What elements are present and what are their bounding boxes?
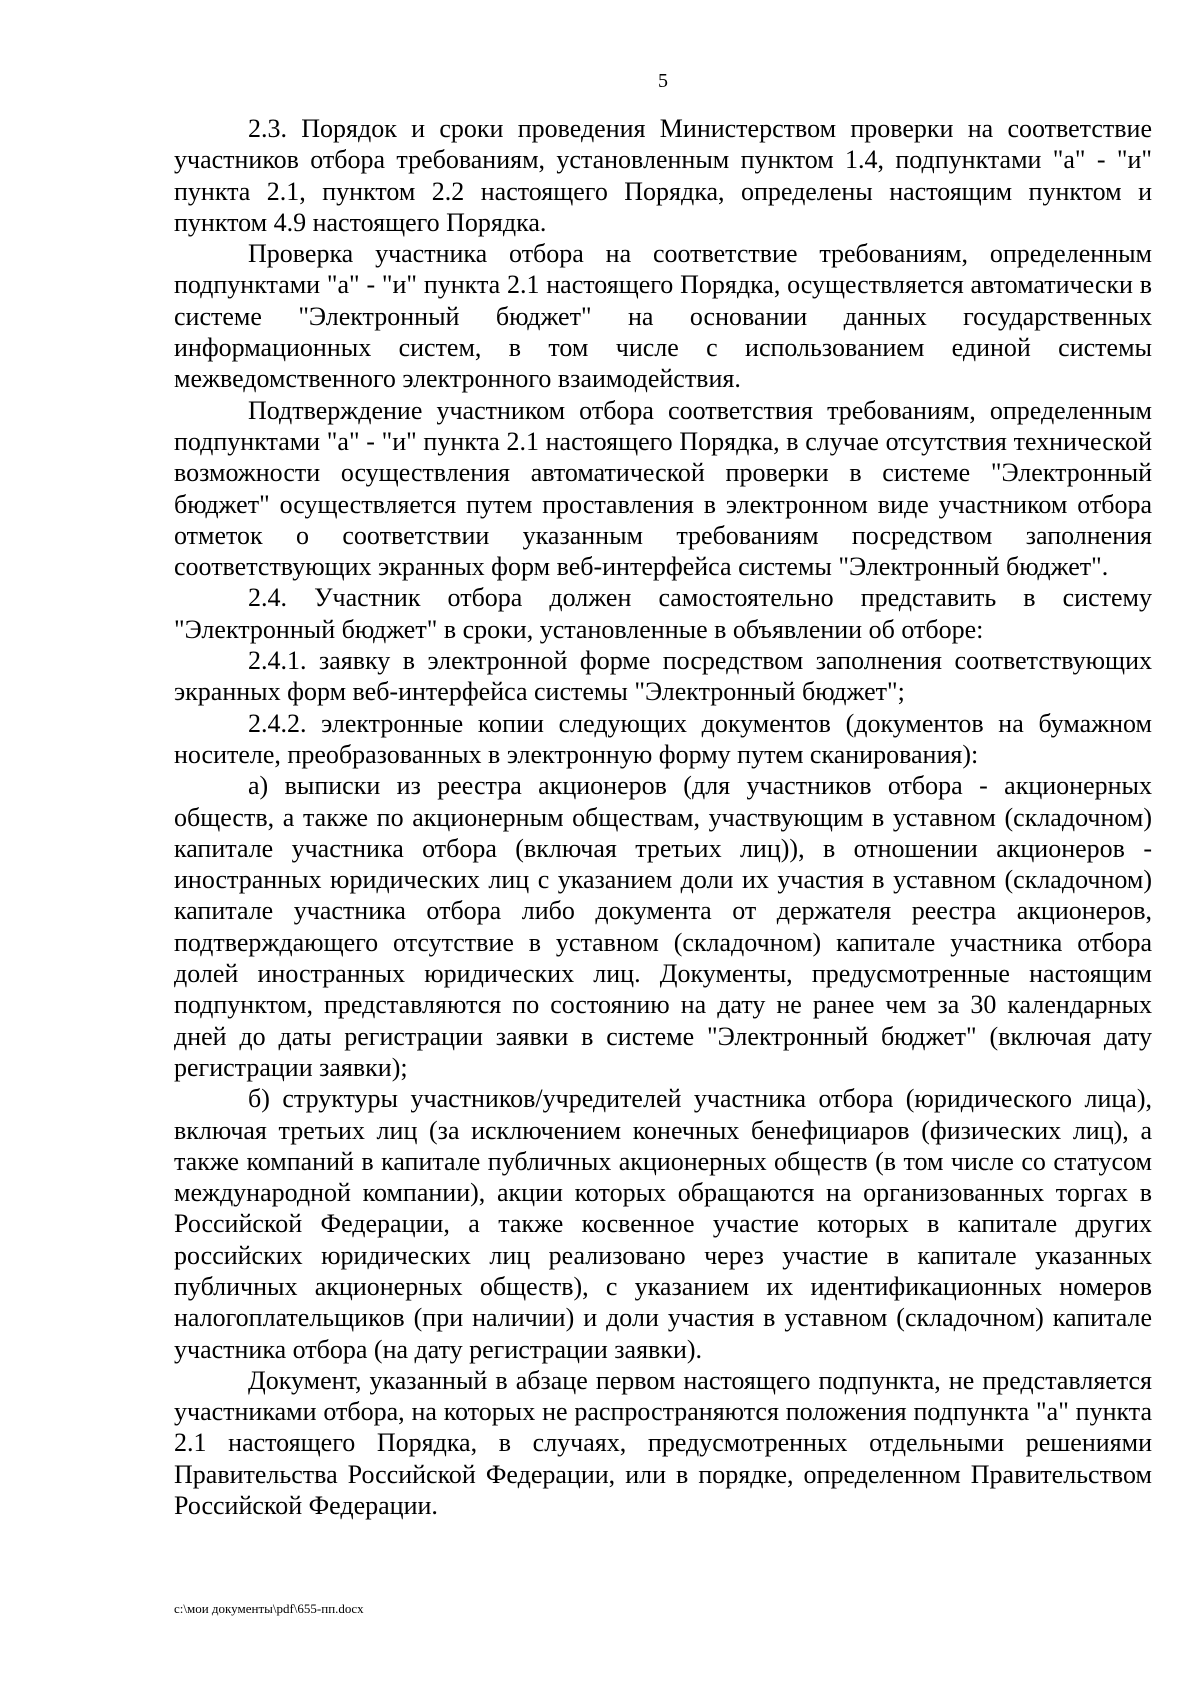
paragraph-manual-confirmation: Подтверждение участником отбора соответствия требованиям, определенным подпунктами "а" - "и" пункта 2.1 настоящего Порядка, в случае отсутствия технической возможности осуществления автоматической проверки в системе "Электронный бюджет" осуществляется путем проставления в электронном виде участником отбора отметок о соответствии указанным требованиям посредством заполнения соответствующих экранных форм веб-интерфейса системы "Электронный бюджет".: [174, 395, 1152, 582]
footer-file-path: c:\мои документы\pdf\655-пп.docx: [174, 1601, 364, 1616]
page-number: 5: [658, 70, 668, 92]
paragraph-2-4-1: 2.4.1. заявку в электронной форме посредством заполнения соответствующих экранных форм веб-интерфейса системы "Электронный бюджет";: [174, 646, 1152, 707]
paragraph-2-4-2: 2.4.2. электронные копии следующих документов (документов на бумажном носителе, преобразованных в электронную форму путем сканирования):: [174, 708, 1152, 769]
paragraph-2-4: 2.4. Участник отбора должен самостоятельно представить в систему "Электронный бюджет" в сроки, установленные в объявлении об отборе:: [174, 583, 1152, 644]
paragraph-automatic-check: Проверка участника отбора на соответствие требованиям, определенным подпунктами "а" - "и" пункта 2.1 настоящего Порядка, осуществляется автоматически в системе "Электронный бюджет" на основании данных государственных информационных систем, в том числе с использованием единой системы межведомственного электронного взаимодействия.: [174, 239, 1152, 394]
paragraph-2-3: 2.3. Порядок и сроки проведения Министерством проверки на соответствие участников отбора требованиям, установленным пунктом 1.4, подпунктами "а" - "и" пункта 2.1, пунктом 2.2 настоящего Порядка, определены настоящим пунктом и пунктом 4.9 настоящего Порядка.: [174, 114, 1152, 237]
paragraph-subitem-b: б) структуры участников/учредителей участника отбора (юридического лица), включая третьих лиц (за исключением конечных бенефициаров (физических лиц), а также компаний в капитале публичных акционерных обществ (в том числе со статусом международной компании), акции которых обращаются на организованных торгах в Российской Федерации, а также косвенное участие которых в капитале других российских юридических лиц реализовано через участие в капитале указанных публичных акционерных обществ), с указанием их идентификационных номеров налогоплательщиков (при наличии) и доли участия в уставном (складочном) капитале участника отбора (на дату регистрации заявки).: [174, 1084, 1152, 1364]
document-body: [174, 113, 1152, 1521]
paragraph-subitem-a: а) выписки из реестра акционеров (для участников отбора - акционерных обществ, а также по акционерным обществам, участвующим в уставном (складочном) капитале участника отбора (включая третьих лиц)), в отношении акционеров - иностранных юридических лиц с указанием доли их участия в уставном (складочном) капитале участника отбора либо документа от держателя реестра акционеров, подтверждающего отсутствие в уставном (складочном) капитале участника отбора долей иностранных юридических лиц. Документы, предусмотренные настоящим подпунктом, представляются по состоянию на дату не ранее чем за 30 календарных дней до даты регистрации заявки в системе "Электронный бюджет" (включая дату регистрации заявки);: [174, 771, 1152, 1082]
paragraph-exemption: Документ, указанный в абзаце первом настоящего подпункта, не представляется участниками отбора, на которых не распространяются положения подпункта "а" пункта 2.1 настоящего Порядка, в случаях, предусмотренных отдельными решениями Правительства Российской Федерации, или в порядке, определенном Правительством Российской Федерации.: [174, 1365, 1152, 1521]
